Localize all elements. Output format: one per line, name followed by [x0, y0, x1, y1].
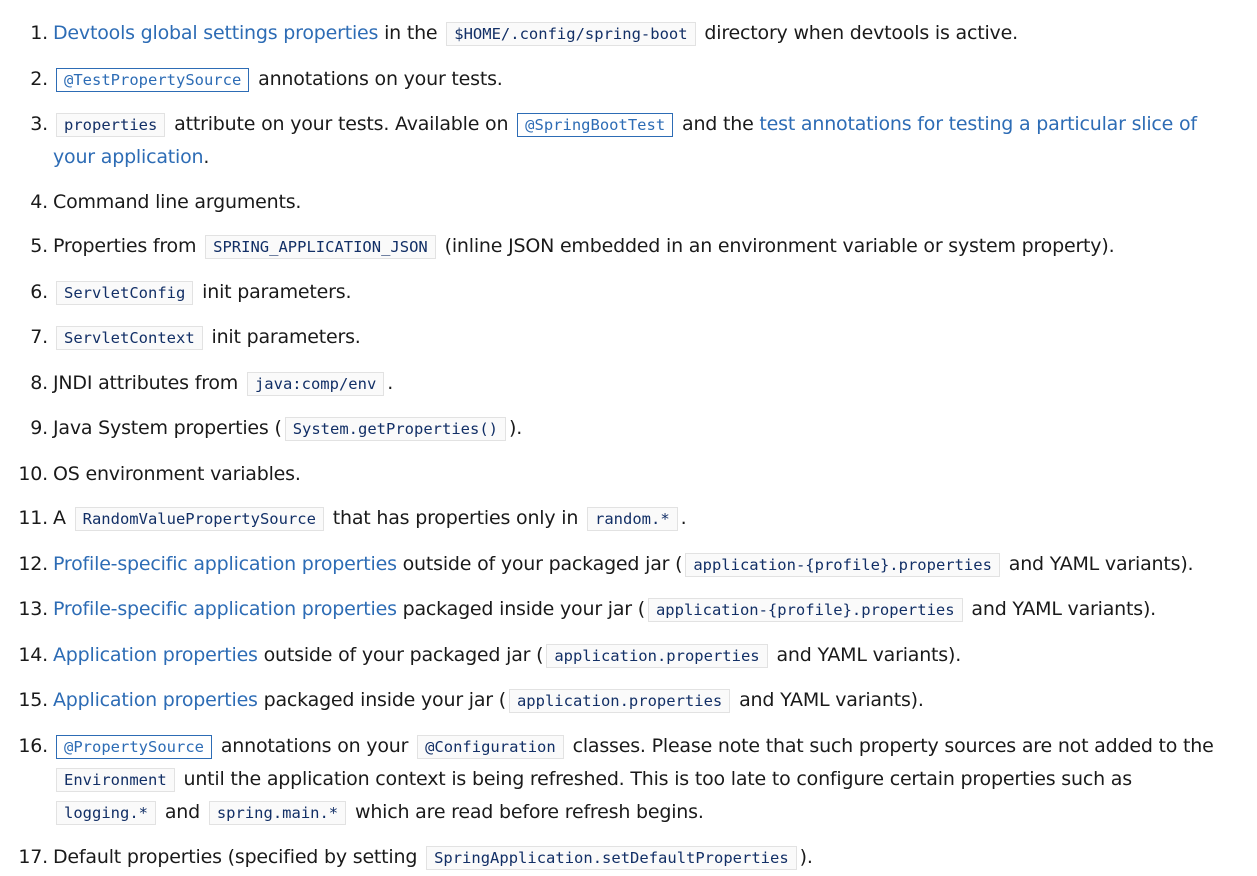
list-item-number: 3. — [30, 113, 48, 135]
text-segment: annotations on your — [214, 734, 415, 757]
inline-code: java:comp/env — [247, 372, 384, 396]
list-item — [0, 593, 1257, 626]
text-segment: Command line arguments. — [53, 190, 302, 213]
list-item — [0, 841, 1257, 874]
text-segment: A — [53, 507, 72, 529]
text-segment: JNDI attributes from — [53, 371, 244, 394]
text-segment: . — [680, 507, 687, 529]
text-segment: and YAML variants). — [965, 598, 1157, 620]
text-segment: Java System properties ( — [53, 417, 282, 439]
text-segment: in the — [378, 22, 444, 44]
list-item-number: 6. — [30, 280, 48, 303]
list-item — [0, 367, 1257, 400]
list-item — [0, 17, 1257, 50]
list-item-number: 5. — [30, 235, 48, 257]
text-segment: and — [159, 800, 206, 823]
list-item — [0, 730, 1257, 829]
list-item — [0, 276, 1257, 309]
list-item-number: 8. — [30, 371, 48, 394]
inline-code: @SpringBootTest — [517, 113, 673, 137]
text-segment: which are read before refresh begins. — [349, 800, 704, 823]
list-item-number: 17. — [18, 846, 48, 868]
text-segment: directory when devtools is active. — [698, 22, 1018, 44]
inline-code: @TestPropertySource — [56, 68, 249, 92]
inline-code: $HOME/.config/spring-boot — [446, 22, 695, 46]
text-segment: annotations on your tests. — [252, 67, 503, 90]
doc-link[interactable]: Devtools global settings properties — [53, 22, 379, 44]
text-segment: . — [203, 146, 210, 168]
inline-code: logging.* — [56, 801, 156, 825]
text-segment: init parameters. — [196, 280, 352, 303]
inline-code: application-{profile}.properties — [648, 598, 963, 622]
doc-link[interactable]: Application properties — [53, 689, 258, 711]
list-item-number: 16. — [18, 734, 48, 757]
inline-code: @PropertySource — [56, 735, 212, 759]
list-item-number: 11. — [18, 507, 48, 529]
list-item-number: 15. — [18, 689, 48, 711]
inline-code: application.properties — [509, 689, 730, 713]
inline-code: application-{profile}.properties — [685, 553, 1000, 577]
list-item — [0, 186, 1257, 218]
list-item — [0, 684, 1257, 717]
list-item — [0, 63, 1257, 96]
text-segment: ). — [509, 417, 523, 439]
list-item-number: 2. — [30, 67, 48, 90]
text-segment: (inline JSON embedded in an environment variable or system property). — [438, 235, 1115, 257]
list-item-number: 1. — [30, 22, 48, 44]
inline-code: Environment — [56, 768, 175, 792]
list-item-number: 4. — [30, 190, 48, 213]
list-item-number: 12. — [18, 552, 48, 575]
list-item — [0, 321, 1257, 354]
api-doc-link[interactable] — [53, 735, 215, 757]
doc-link[interactable]: Profile-specific application properties — [53, 552, 397, 575]
text-segment: that has properties only in — [326, 507, 585, 529]
inline-code: random.* — [587, 507, 678, 531]
text-segment: classes. Please note that such property sources are not added to the — [566, 734, 1214, 757]
text-segment: and the — [676, 113, 760, 135]
list-item-number: 9. — [30, 417, 48, 439]
inline-code: ServletConfig — [56, 281, 193, 305]
text-segment: until the application context is being refreshed. This is too late to configure certain properties such as — [177, 767, 1132, 790]
inline-code: SPRING_APPLICATION_JSON — [205, 235, 436, 259]
text-segment: and YAML variants). — [770, 643, 962, 666]
text-segment: packaged inside your jar ( — [396, 598, 645, 620]
text-segment: Default properties (specified by setting — [53, 846, 424, 868]
list-item — [0, 502, 1257, 535]
inline-code: spring.main.* — [209, 801, 346, 825]
list-item-number: 14. — [18, 643, 48, 666]
text-segment: outside of your packaged jar ( — [257, 643, 544, 666]
list-item — [0, 639, 1257, 672]
inline-code: @Configuration — [417, 735, 564, 759]
inline-code: SpringApplication.setDefaultProperties — [426, 846, 797, 870]
inline-code: ServletContext — [56, 326, 203, 350]
list-item-number: 10. — [18, 462, 48, 485]
inline-code: System.getProperties() — [285, 417, 506, 441]
list-item — [0, 108, 1257, 173]
text-segment: OS environment variables. — [53, 462, 301, 485]
text-segment: and YAML variants). — [733, 689, 924, 711]
api-doc-link[interactable] — [514, 113, 676, 135]
text-segment: packaged inside your jar ( — [257, 689, 506, 711]
doc-link[interactable]: Profile-specific application properties — [53, 598, 397, 620]
list-item — [0, 458, 1257, 490]
list-item — [0, 230, 1257, 263]
doc-link[interactable]: Application properties — [53, 643, 258, 666]
inline-code: properties — [56, 113, 165, 137]
list-item — [0, 548, 1257, 581]
text-segment: and YAML variants). — [1002, 552, 1194, 575]
text-segment: init parameters. — [205, 326, 361, 348]
list-item-number: 7. — [30, 326, 48, 348]
text-segment: outside of your packaged jar ( — [396, 552, 683, 575]
text-segment: Properties from — [53, 235, 203, 257]
api-doc-link[interactable] — [53, 68, 252, 90]
inline-code: application.properties — [546, 644, 767, 668]
text-segment: attribute on your tests. Available on — [168, 113, 515, 135]
list-item-number: 13. — [18, 598, 48, 620]
text-segment: . — [387, 371, 394, 394]
doc-link[interactable]: test annotations for testing a particular slice of your application — [53, 113, 1197, 168]
list-item — [0, 412, 1257, 445]
text-segment: ). — [799, 846, 813, 868]
inline-code: RandomValuePropertySource — [75, 507, 324, 531]
